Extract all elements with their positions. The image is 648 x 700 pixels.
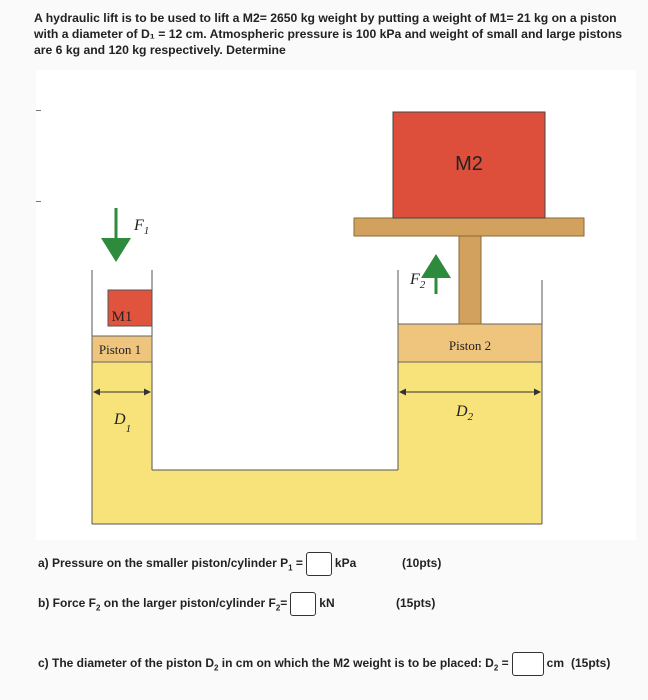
d1-label: $D_1$ (114, 411, 132, 435)
f1-label: $F_1$ (134, 217, 150, 237)
points-b: (15pts) (396, 596, 436, 610)
hydraulic-fluid (92, 362, 542, 524)
points-c: (15pts) (571, 656, 611, 670)
hydraulic-lift-diagram (36, 70, 636, 540)
answer-b-input[interactable] (290, 592, 316, 616)
piston-2-label: Piston 2 (448, 338, 492, 353)
problem-statement: A hydraulic lift is to be used to lift a M2= 2650 kg weight by putting a weight of M1= 21 kg on a piston with a diameter of D₁ = 12 cm. Atmospheric pressure is 100 kPa and weight of small and large pistons are 6 kg and 120 kg respectively. Determine (34, 11, 623, 57)
piston-rod (459, 235, 481, 324)
f2-label: $F_2$ (410, 271, 426, 291)
question-b: b) Force $F_2$ on the larger piston/cylinder $F_2=$ kN (38, 592, 335, 616)
m2-label: M2 (455, 153, 483, 175)
points-a: (10pts) (402, 556, 442, 570)
answer-a-input[interactable] (306, 552, 332, 576)
question-a: a) Pressure on the smaller piston/cylinder $P_1$ = kPa (38, 552, 356, 576)
diagram-svg (36, 70, 636, 540)
piston-1-label: Piston 1 (98, 342, 142, 357)
lift-platform (354, 218, 584, 236)
question-c: c) The diameter of the piston $D_2$ in cm on which the M2 weight is to be placed: $D_2$ = cm (38, 652, 564, 676)
answer-c-input[interactable] (512, 652, 544, 676)
unit-kn: kN (319, 596, 335, 611)
d2-label: $D_2$ (456, 403, 474, 423)
m1-label: M1 (111, 309, 133, 325)
unit-kpa: kPa (334, 556, 357, 571)
page-edge-mark (36, 110, 41, 202)
unit-cm: cm (546, 656, 564, 671)
